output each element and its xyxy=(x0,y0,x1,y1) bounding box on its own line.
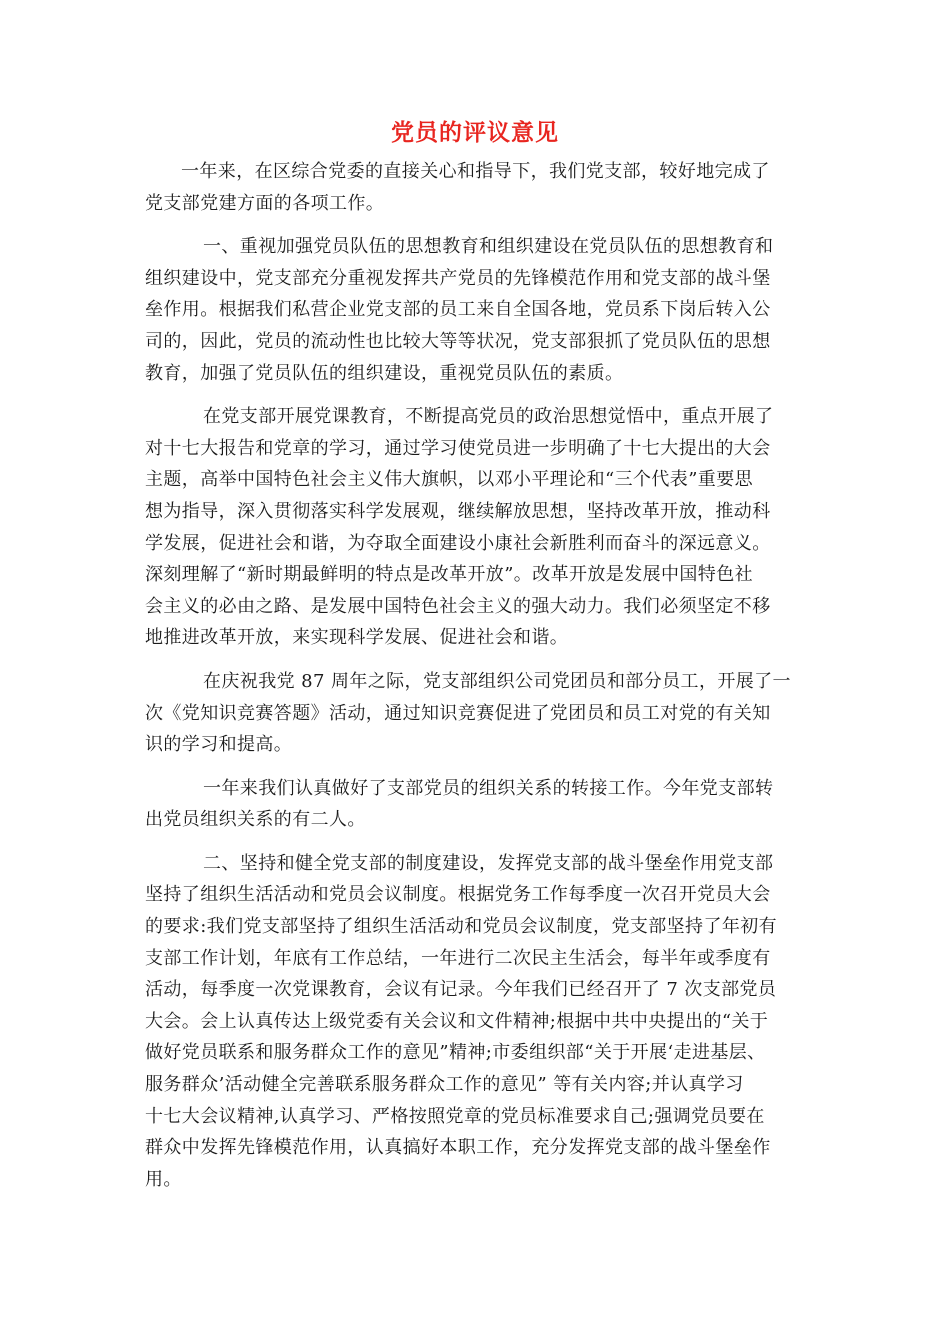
paragraph-line: 党支部党建方面的各项工作。 xyxy=(145,192,385,214)
paragraph-line: 一年来，在区综合党委的直接关心和指导下，我们党支部，较好地完成了 xyxy=(181,161,770,182)
paragraph-line: 会主义的必由之路、是发展中国特色社会主义的强大动力。我们必须坚定不移 xyxy=(145,595,771,617)
paragraph xyxy=(145,848,807,1196)
paragraph-line: 在党支部开展党课教育，不断提高党员的政治思想觉悟中，重点开展了 xyxy=(203,406,774,428)
paragraph xyxy=(145,231,807,389)
paragraph-line: 十七大会议精神,认真学习、严格按照党章的党员标准要求自己;强调党员要在 xyxy=(145,1105,765,1127)
paragraph-line: 深刻理解了“新时期最鲜明的特点是改革开放”。改革开放是发展中国特色社 xyxy=(145,564,754,586)
paragraph-line: 次《党知识竞赛答题》活动，通过知识竞赛促进了党团员和员工对党的有关知 xyxy=(145,702,771,724)
paragraph-line: 地推进改革开放，来实现科学发展、促进社会和谐。 xyxy=(145,627,569,649)
paragraph-line: 做好党员联系和服务群众工作的意见”精神;市委组织部“关于开展‘走进基层、 xyxy=(145,1042,766,1064)
paragraph-line: 群众中发挥先锋模范作用，认真搞好本职工作，充分发挥党支部的战斗堡垒作 xyxy=(145,1137,771,1159)
paragraph-line: 识的学习和提高。 xyxy=(145,734,293,756)
paragraph-line: 司的，因此，党员的流动性也比较大等等状况，党支部狠抓了党员队伍的思想 xyxy=(145,330,771,352)
paragraph-line: 想为指导，深入贯彻落实科学发展观，继续解放思想，坚持改革开放，推动科 xyxy=(145,500,771,522)
paragraph-line: 垒作用。根据我们私营企业党支部的员工来自全国各地，党员系下岗后转入公 xyxy=(145,299,771,321)
paragraph-line: 一、重视加强党员队伍的思想教育和组织建设在党员队伍的思想教育和 xyxy=(203,236,774,258)
paragraph-line: 的要求:我们党支部坚持了组织生活活动和党员会议制度，党支部坚持了年初有 xyxy=(145,916,778,938)
paragraph xyxy=(145,773,807,836)
paragraph-line: 主题，高举中国特色社会主义伟大旗帜，以邓小平理论和“三个代表”重要思 xyxy=(145,469,754,491)
paragraph-line: 二、坚持和健全党支部的制度建设，发挥党支部的战斗堡垒作用党支部 xyxy=(203,852,774,874)
paragraph-line: 服务群众’活动健全完善联系服务群众工作的意见” 等有关内容;并认真学习 xyxy=(145,1074,744,1096)
paragraph-line: 在庆祝我党 87 周年之际，党支部组织公司党团员和部分员工，开展了一 xyxy=(203,670,791,692)
paragraph-line: 教育，加强了党员队伍的组织建设，重视党员队伍的素质。 xyxy=(145,362,624,384)
document-body xyxy=(145,156,807,1207)
paragraph-line: 对十七大报告和党章的学习，通过学习使党员进一步明确了十七大提出的大会 xyxy=(145,437,771,459)
paragraph-line: 活动，每季度一次党课教育，会议有记录。今年我们已经召开了 7 次支部党员 xyxy=(145,979,777,1001)
paragraph-line: 支部工作计划，年底有工作总结，一年进行二次民主生活会，每半年或季度有 xyxy=(145,947,771,969)
paragraph-line: 学发展，促进社会和谐，为夺取全面建设小康社会新胜利而奋斗的深远意义。 xyxy=(145,532,771,554)
paragraph-line: 大会。会上认真传达上级党委有关会议和文件精神;根据中共中央提出的“关于 xyxy=(145,1010,769,1032)
document-title: 党员的评议意见 xyxy=(391,120,559,146)
paragraph-line: 坚持了组织生活活动和党员会议制度。根据党务工作每季度一次召开党员大会 xyxy=(145,884,771,906)
paragraph xyxy=(145,401,807,654)
paragraph-line: 出党员组织关系的有二人。 xyxy=(145,809,366,831)
paragraph xyxy=(145,666,807,761)
paragraph-line: 一年来我们认真做好了支部党员的组织关系的转接工作。今年党支部转 xyxy=(203,777,774,799)
paragraph xyxy=(145,156,807,219)
paragraph-line: 组织建设中，党支部充分重视发挥共产党员的先锋模范作用和党支部的战斗堡 xyxy=(145,267,771,289)
paragraph-line: 用。 xyxy=(145,1168,182,1190)
